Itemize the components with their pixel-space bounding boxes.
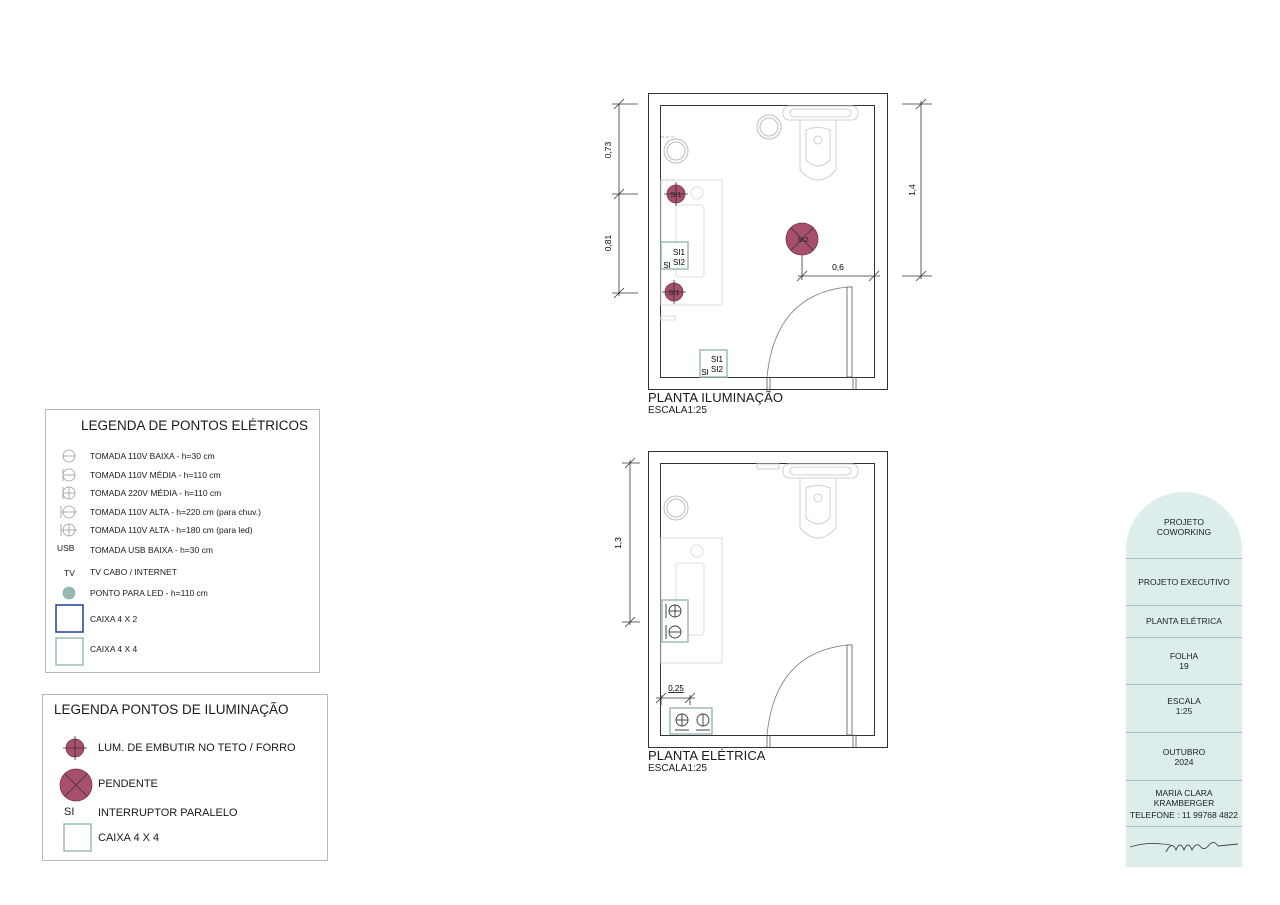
svg-text:SI2: SI2 [672,258,686,267]
usb-symbol: USB [57,543,75,553]
lighting-plan-inner-wall [661,106,875,378]
signature-logo-icon [1126,832,1242,862]
dim-label-13: 1,3 [613,537,623,549]
dim-label-06: 0,6 [832,262,844,272]
pendant-light-icon [60,769,92,801]
recessed-light-icon[interactable] [662,280,686,304]
door [767,287,856,389]
lighting-plan-title: PLANTA ILUMINAÇÃO [648,390,784,405]
legend-lighting-item: PENDENTE [98,778,158,790]
outlet-box-icon[interactable] [670,708,712,734]
legend-electric-title: LEGENDA DE PONTOS ELÉTRICOS [81,418,309,433]
stamp-phase: PROJETO EXECUTIVO [1138,577,1230,587]
legend-lighting-item: CAIXA 4 X 4 [98,832,160,844]
legend-electric-item: TOMADA 220V MÉDIA - h=110 cm [90,488,222,498]
switch-box-icon[interactable] [700,350,727,377]
outlet-high-led-icon [61,524,77,536]
outlet-low-icon [63,450,75,462]
box-4x4-icon [64,824,91,851]
stamp-month: OUTUBRO [1162,747,1206,757]
led-point-icon [63,587,75,599]
door [767,645,856,747]
stamp-year: 2024 [1174,757,1194,767]
tv-symbol: TV [64,568,75,578]
stamp-folha-label: FOLHA [1169,651,1199,661]
recessed-light-icon [63,736,87,760]
legend-lighting-title: LEGENDA PONTOS DE ILUMINAÇÃO [54,702,289,717]
stamp-folha-value: 19 [1179,661,1189,671]
legend-electric-item: CAIXA 4 X 4 [90,644,138,654]
box-4x4-icon [56,638,83,665]
legend-electric-item: TV CABO / INTERNET [90,567,177,577]
electrical-plan-inner-wall [661,464,875,736]
legend-electric-item: TOMADA 110V MÉDIA - h=110 cm [90,470,221,480]
dim-label-025: 0,25 [668,684,684,693]
dim-label-073: 0,73 [603,141,613,159]
lum-label: SI1 [670,190,682,199]
stamp-author: MARIA CLARA KRAMBERGER [1153,788,1215,808]
legend-lighting-item: LUM. DE EMBUTIR NO TETO / FORRO [98,742,296,754]
wall-mirror [661,137,688,180]
legend-lighting-item: INTERRUPTOR PARALELO [98,807,238,819]
lighting-dimension-left [612,99,638,298]
pendant-label: SI2 [797,235,809,244]
legend-electric-item: TOMADA 110V ALTA - h=220 cm (para chuv.) [90,507,261,517]
recessed-light-icon[interactable] [664,182,688,206]
dim-label-14: 1,4 [907,184,917,196]
stamp-escala-value: 1:25 [1175,706,1193,716]
stamp-project: PROJETO COWORKING [1156,517,1212,537]
legend-lighting-symbols [50,730,100,855]
legend-electric-item: TOMADA 110V BAIXA - h=30 cm [90,451,215,461]
outlet-mid-icon [63,469,75,481]
title-block [1126,492,1242,867]
electrical-dimension-bottom [656,693,695,705]
pendant-light-icon[interactable] [786,223,818,255]
svg-text:SI1: SI1 [710,355,724,364]
electrical-plan-scale: ESCALA1:25 [648,763,707,774]
lighting-plan-scale: ESCALA1:25 [648,405,707,416]
svg-text:SI: SI [701,368,709,377]
svg-text:SI1: SI1 [672,248,686,257]
toilet [757,464,858,538]
stamp-sheet-name: PLANTA ELÉTRICA [1146,616,1222,626]
lum-label: SI1 [668,288,680,297]
switch-box-icon[interactable] [661,242,688,270]
outlet-box-icon[interactable] [662,600,688,642]
trash-bin [757,115,781,139]
si-symbol: SI [64,806,75,818]
outlet-high-shower-icon [61,506,77,518]
svg-text:SI: SI [663,261,671,270]
trash-bin [664,496,688,520]
toilet [783,106,858,180]
svg-text:SI2: SI2 [710,365,724,374]
box-4x2-icon [56,605,83,632]
outlet-220v-icon [63,487,75,499]
legend-electric-item: CAIXA 4 X 2 [90,614,138,624]
electrical-dimension-left [622,458,640,627]
legend-electric-item: TOMADA 110V ALTA - h=180 cm (para led) [90,525,253,535]
legend-electric-item: PONTO PARA LED - h=110 cm [90,588,208,598]
dim-label-081: 0,81 [603,234,613,252]
electrical-plan-drawing [610,448,900,753]
stamp-escala-label: ESCALA [1167,696,1201,706]
stamp-phone: TELEFONE : 11 99768 4822 [1129,810,1239,820]
lighting-plan-drawing [590,90,940,395]
electrical-plan-title: PLANTA ELÉTRICA [648,748,766,763]
legend-electric-item: TOMADA USB BAIXA - h=30 cm [90,545,213,555]
